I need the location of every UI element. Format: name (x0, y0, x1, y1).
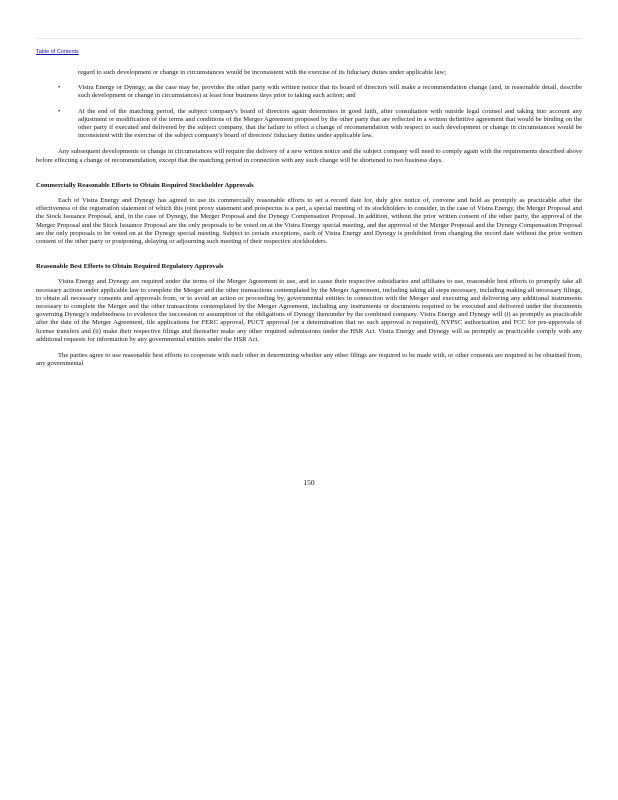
cooperation-paragraph: The parties agree to use reasonable best efforts to cooperate with each other in determining whether any other filings are required to be made with, or other consents are required to be obtained from, any governmental (36, 352, 582, 368)
bullet-icon: • (58, 107, 61, 115)
header-divider (36, 38, 582, 39)
subsequent-developments-paragraph: Any subsequent developments or change in circumstances will require the delivery of a new written notice and the subject company will need to comply again with the requirements described above before effecting a change of recommendation, except that the matching period in connection with any such change will be shortened to two business days. (36, 148, 582, 164)
page-number: 150 (303, 478, 315, 487)
section-heading-stockholder-approvals: Commercially Reasonable Efforts to Obtain Required Stockholder Approvals (36, 181, 254, 189)
continued-paragraph: regard to such development or change in circumstances would be inconsistent with the exercise of its fiduciary duties under applicable law; (78, 69, 447, 76)
bullet-item (36, 84, 582, 100)
table-of-contents-link[interactable]: Table of Contents (36, 49, 79, 55)
regulatory-approvals-paragraph: Vistra Energy and Dynegy are required under the terms of the Merger Agreement to use, and to cause their respective subsidiaries and affiliates to use, reasonable best efforts to promptly take all necessary actions under applicable law to complete the Merger and the other transactions contemplated by the Merger Agreement, including taking all steps necessary, including making all necessary filings, to obtain all necessary consents and approvals from, or to avoid an action or proceeding by, governmental entities in connection with the Merger and executing and delivering any additional instruments necessary to complete the Merger and the other transactions contemplated by the Merger Agreement, including any instruments or documents required to be executed and delivered under the documents governing Dynegy's indebtedness to evidence the succession or assumption of the obligations of Dynegy thereunder by the combined company. Vistra Energy and Dynegy will (i) as promptly as practicable after the date of the Merger Agreement, file applications for FERC approval, PUCT approval (or a determination that no such approval is required), NYPSC authorization and FCC for pre-approvals of license transfers and (ii) make their respective filings and thereafter make any other required submissions under the HSR Act. Vistra Energy and Dynegy will as promptly as practicable comply with any additional requests for information by any governmental entities under the HSR Act. (36, 278, 582, 343)
stockholder-approvals-paragraph: Each of Vistra Energy and Dynegy has agreed to use its commercially reasonable efforts to set a record date for, duly give notice of, convene and hold as promptly as practicable after the effectiveness of the registration statement of which this joint proxy statement and prospectus is a part, a special meeting of its stockholders to consider, in the case of Vistra Energy, the Merger Proposal and the Stock Issuance Proposal, and, in the case of Dynegy, the Merger Proposal and the Dynegy Compensation Proposal. In addition, without the prior written consent of the other party, the approval of the Merger Proposal and the Stock Issuance Proposal are the only proposals to be voted on at the Vistra Energy special meeting, and the approval of the Merger Proposal and the Dynegy Compensation Proposal are the only proposals to be voted on at the Dynegy special meeting. Subject to certain exceptions, each of Vistra Energy and Dynegy is prohibited from changing the record date without the prior written consent of the other party or postponing, delaying or adjourning such meeting of their respective stockholders. (36, 197, 582, 246)
bullet-text: Vistra Energy or Dynegy, as the case may be, provides the other party with written notice that its board of directors will make a recommendation change (and, in reasonable detail, describe such development or change in circumstances) at least four business days prior to taking such action; and (78, 84, 582, 100)
section-heading-regulatory-approvals: Reasonable Best Efforts to Obtain Required Regulatory Approvals (36, 263, 224, 271)
bullet-item (36, 108, 582, 141)
body-text (36, 69, 582, 368)
bullet-text: At the end of the matching period, the subject company's board of directors again determines in good faith, after consultation with outside legal counsel and taking into account any adjustment or modification of the terms and conditions of the Merger Agreement proposed by the other party that are reflected in a written definitive agreement that would be binding on the other party if executed and delivered by the subject company, that the failure to effect a change of recommendation with respect to such development or change in circumstances would be inconsistent with the exercise of the subject company's board of directors' fiduciary duties under applicable law. (78, 107, 582, 140)
bullet-icon: • (58, 84, 61, 92)
